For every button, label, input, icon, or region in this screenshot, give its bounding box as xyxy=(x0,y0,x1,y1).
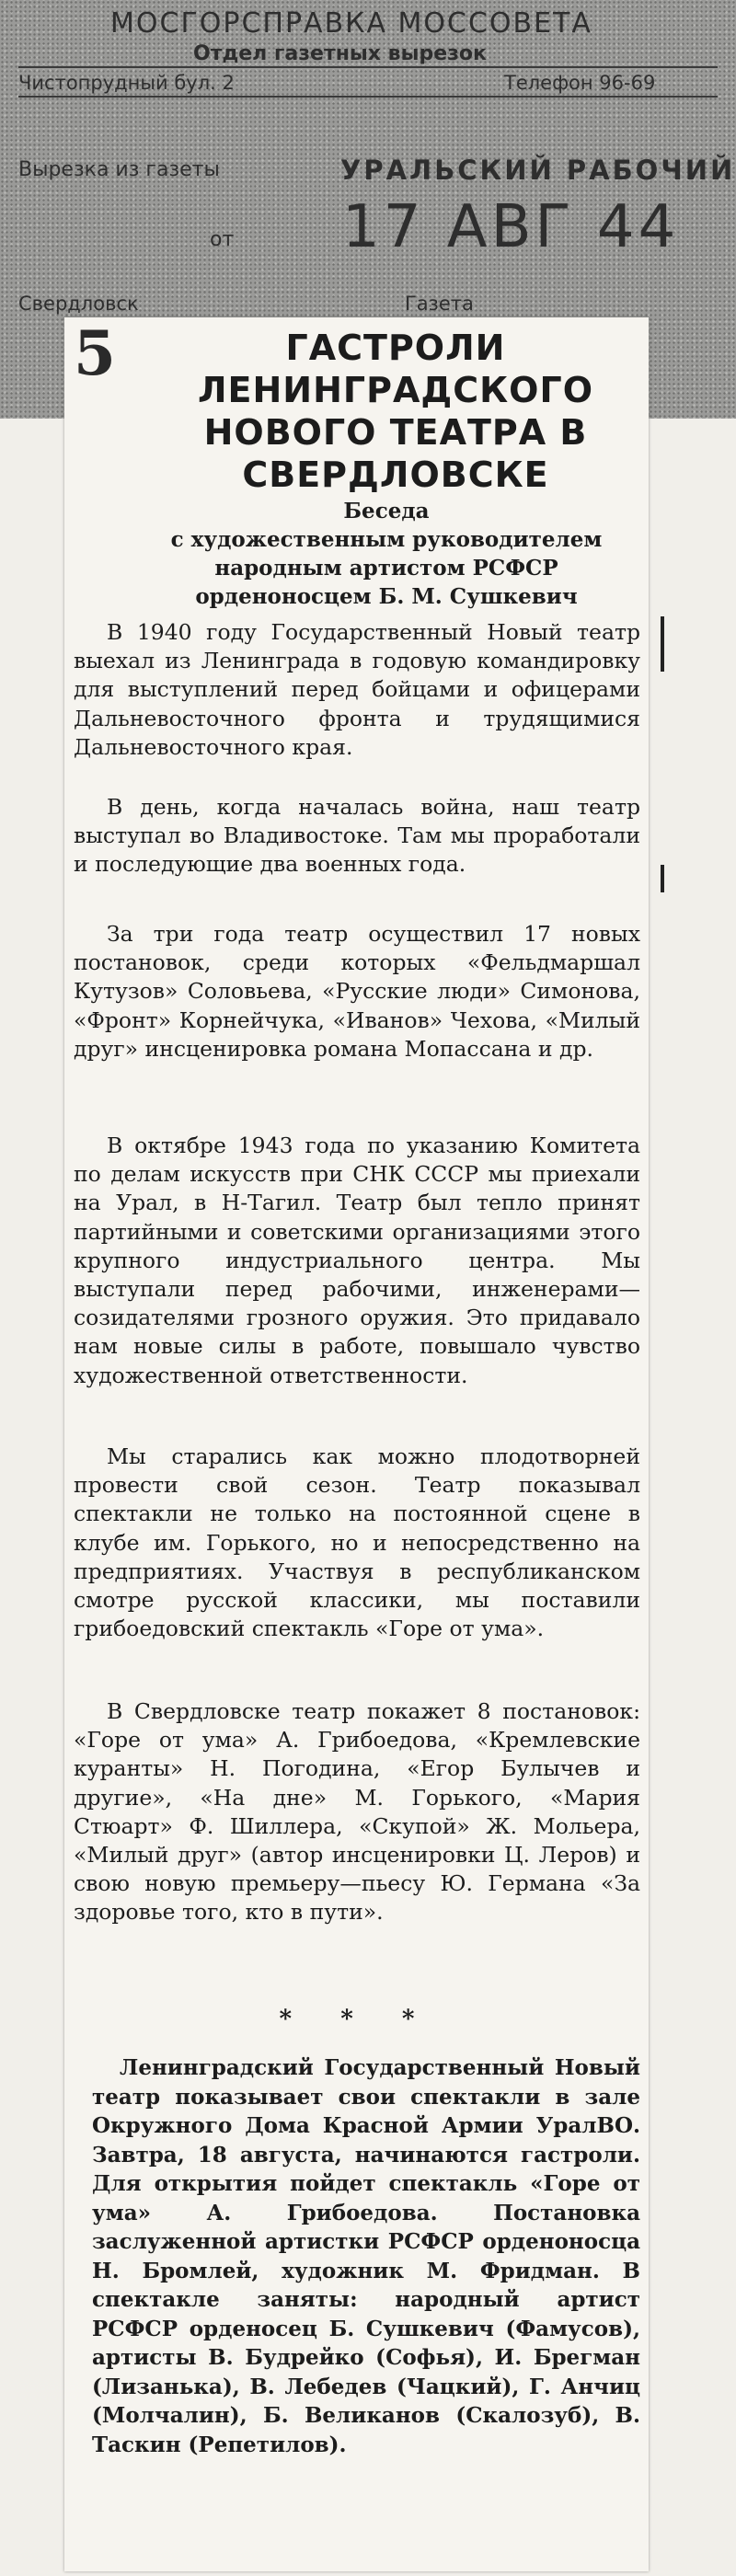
clipping-from-label: Вырезка из газеты xyxy=(18,158,220,181)
city: Свердловск xyxy=(18,293,139,315)
column-rule xyxy=(661,616,664,672)
article-subhead xyxy=(129,497,644,611)
paragraph-2: В день, когда началась война, наш театр выступал во Владивостоке. Там мы проработали и последующие два военных года. xyxy=(74,794,640,878)
paragraph-6: В Свердловске театр покажет 8 постановок: «Горе от ума» А. Грибоедова, «Кремлевские куранты» Н. Погодина, «Егор Булычев и другие», «На дне» М. Горького, «Мария Стюарт» Ф. Шиллера, «Скупой» Ж. Мольера, «Милый друг» (автор инсценировки Ц. Леров) и свою новую премьеру—пьесу Ю. Германа «За здоровье того, кто в пути». xyxy=(74,1698,640,1926)
address: Чистопрудный бул. 2 xyxy=(18,72,235,94)
department-name: Отдел газетных вырезок xyxy=(193,42,487,65)
section-separator: * * * xyxy=(279,2006,435,2033)
date-stamp: 17 АВГ 44 xyxy=(342,193,680,261)
phone: Телефон 96-69 xyxy=(504,72,656,94)
agency-name: МОСГОРСПРАВКА МОССОВЕТА xyxy=(110,7,592,40)
subhead-line-1: Беседа xyxy=(343,499,430,523)
announcement-paragraph: Ленинградский Государственный Новый театр показывает свои спектакли в зале Окружного Дома Красной Армии УралВО. Завтра, 18 августа, начинаются гастроли. Для открытия пойдет спектакль «Горе от ума» А. Грибоедова. Постановка заслуженной артистки РСФСР орденоносца Н. Бромлей, художник М. Фридман. В спектакле заняты: народный артист РСФСР орденосец Б. Сушкевич (Фамусов), артисты В. Будрейко (Софья), И. Брегман (Лизанька), В. Лебедев (Чацкий), Г. Анчиц (Молчалин), Б. Великанов (Скалозуб), В. Таскин (Репетилов). xyxy=(92,2055,640,2457)
gazette-label: Газета xyxy=(405,293,474,315)
paragraph-5: Мы старались как можно плодотворней провести свой сезон. Театр показывал спектакли не только на постоянной сцене в клубе им. Горького, но и непосредственно на предприятиях. Участвуя в республиканском смотре русской классики, мы поставили грибоедовский спектакль «Горе от ума». xyxy=(74,1443,640,1642)
date-label: от xyxy=(210,228,235,251)
paragraph-4: В октябре 1943 года по указанию Комитета по делам искусств при СНК СССР мы приехали на Урал, в Н-Тагил. Театр был тепло принят партийными и советскими организациями этого крупного индустриального центра. Мы выступали перед рабочими, инженерами—созидателями грозного оружия. Это придавало нам новые силы в работе, повышало чувство художественной ответственности. xyxy=(74,1133,640,1388)
newspaper-name: УРАЛЬСКИЙ РАБОЧИЙ xyxy=(340,155,736,186)
paragraph-3: За три года театр осуществил 17 новых постановок, среди которых «Фельдмаршал Кутузов» Соловьева, «Русские люди» Симонова, «Фронт» Корнейчука, «Иванов» Чехова, «Милый друг» инсценировка романа Мопассана и др. xyxy=(74,921,640,1062)
subhead-line-2: с художественным руководителем народным артистом РСФСР орденоносцем Б. М. Сушкевич xyxy=(170,527,603,609)
divider xyxy=(18,96,718,98)
article-headline: ГАСТРОЛИ ЛЕНИНГРАДСКОГО НОВОГО ТЕАТРА В СВЕРДЛОВСКЕ xyxy=(197,328,593,495)
paragraph-1: В 1940 году Государственный Новый театр выехал из Ленинграда в годовую командировку для выступлений перед бойцами и офицерами Дальневосточного фронта и трудящимися Дальневосточного края. xyxy=(74,619,640,760)
divider xyxy=(18,66,718,68)
column-rule xyxy=(661,865,664,892)
pin-mark: 5 xyxy=(74,317,116,389)
